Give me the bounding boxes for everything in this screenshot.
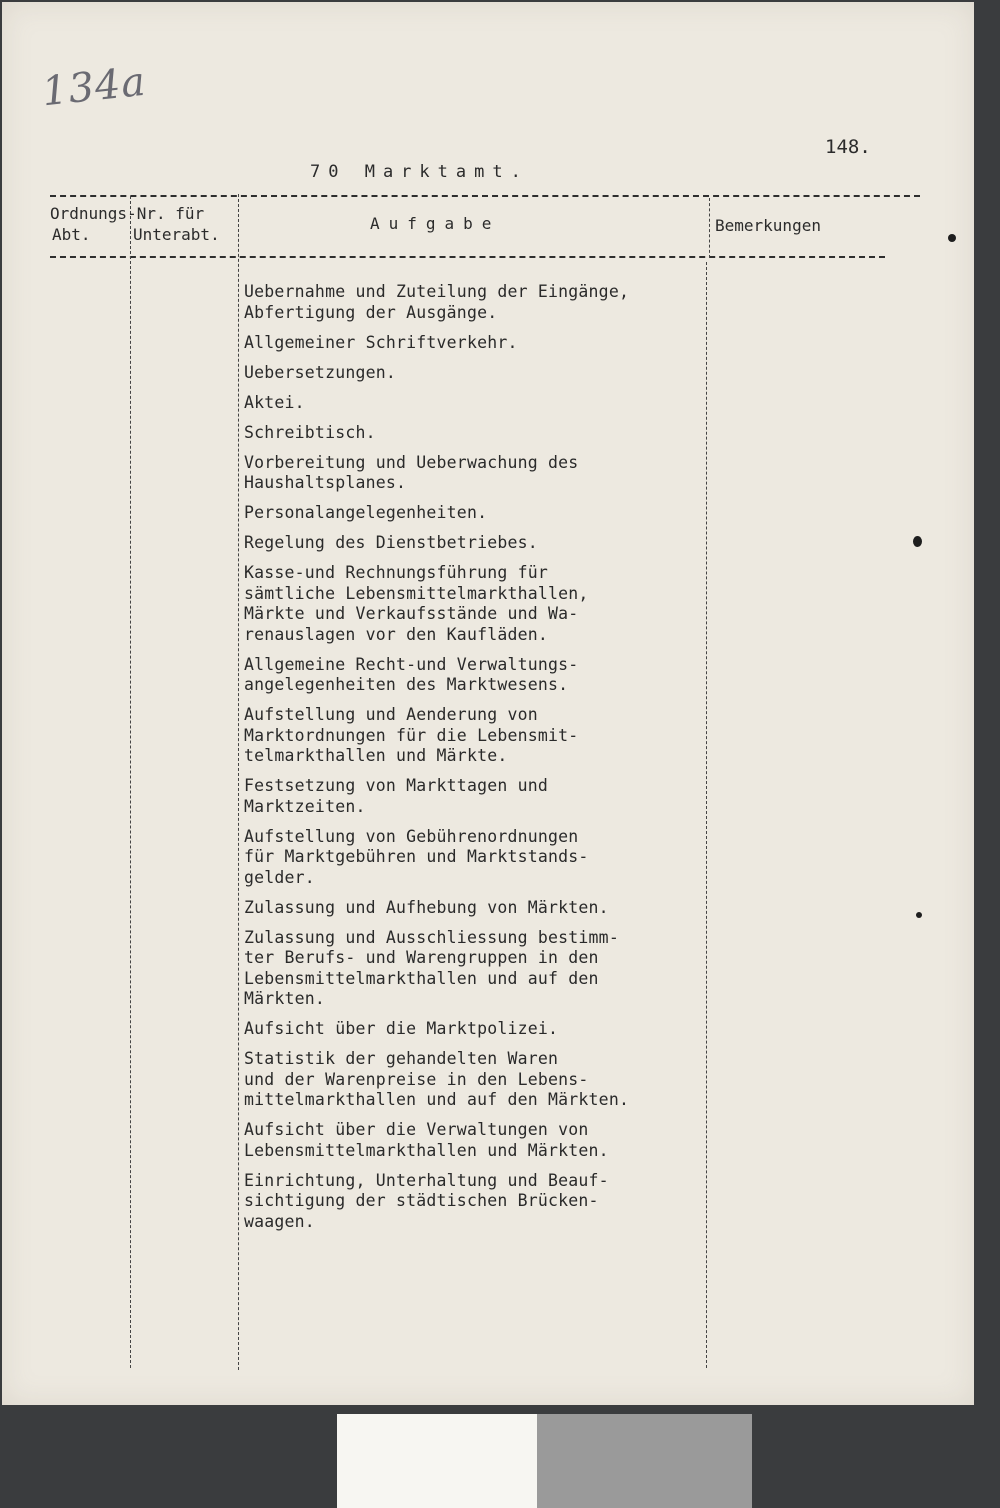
header-bemerkungen: Bemerkungen <box>715 216 821 235</box>
task-row: Uebernahme und Zuteilung der Eingänge, Abfertigung der Ausgänge. <box>244 282 630 322</box>
column-divider-aufgabe <box>709 198 710 258</box>
header-ordnungs-nr: Ordnungs-Nr. für <box>50 204 205 223</box>
task-row: Zulassung und Aufhebung von Märkten. <box>244 897 609 917</box>
task-row: Uebersetzungen. <box>244 362 397 382</box>
column-divider-abt <box>130 196 131 1368</box>
ink-speck <box>916 912 922 918</box>
ink-speck <box>948 234 956 242</box>
task-row: Schreibtisch. <box>244 422 376 442</box>
page-number: 148. <box>825 136 871 158</box>
task-row: Statistik der gehandelten Waren und der Warenpreise in den Lebens- mittelmarkthallen und auf den Märkten. <box>244 1049 630 1109</box>
document-title: 70 Marktamt. <box>310 162 529 182</box>
task-row: Aufsicht über die Marktpolizei. <box>244 1019 559 1038</box>
task-row: Aufstellung und Aenderung von Marktordnungen für die Lebensmit- telmarkthallen und Märkte. <box>244 705 579 765</box>
header-top-rule <box>50 195 920 197</box>
task-row: Allgemeine Recht-und Verwaltungs- angelegenheiten des Marktwesens. <box>244 654 579 694</box>
task-row: Aufstellung von Gebührenordnungen für Marktgebühren und Marktstands- gelder. <box>244 826 589 887</box>
task-row: Personalangelegenheiten. <box>244 503 488 522</box>
task-row: Vorbereitung und Ueberwachung des Haushaltsplanes. <box>244 452 579 492</box>
task-row: Aufsicht über die Verwaltungen von Lebensmittelmarkthallen und Märkten. <box>244 1120 609 1160</box>
calibration-strip-white <box>337 1414 537 1508</box>
task-row: Festsetzung von Markttagen und Marktzeiten. <box>244 776 549 816</box>
task-row: Kasse-und Rechnungsführung für sämtliche Lebensmittelmarkthallen, Märkte und Verkaufsstände und Wa- renauslagen vor den Kaufläden. <box>244 563 589 644</box>
task-row: Aktei. <box>244 392 305 412</box>
task-row: Zulassung und Ausschliessung bestimm- ter Berufs- und Warengruppen in den Lebensmittelmarkthallen und auf den Märkten. <box>244 927 619 1008</box>
task-row: Einrichtung, Unterhaltung und Beauf- sichtigung der städtischen Brücken- waagen. <box>244 1170 609 1231</box>
header-unterabt: Unterabt. <box>133 225 220 244</box>
task-row: Allgemeiner Schriftverkehr. <box>244 332 518 352</box>
header-abt: Abt. <box>52 225 91 244</box>
header-aufgabe: Aufgabe <box>370 214 501 233</box>
task-row: Regelung des Dienstbetriebes. <box>244 533 538 552</box>
ink-speck <box>913 536 922 547</box>
column-divider-unterabt <box>238 194 239 1370</box>
task-list <box>244 282 710 1242</box>
header-bottom-rule <box>50 256 885 258</box>
handwritten-archive-note: 134a <box>39 58 149 116</box>
calibration-strip-grey <box>537 1414 752 1508</box>
